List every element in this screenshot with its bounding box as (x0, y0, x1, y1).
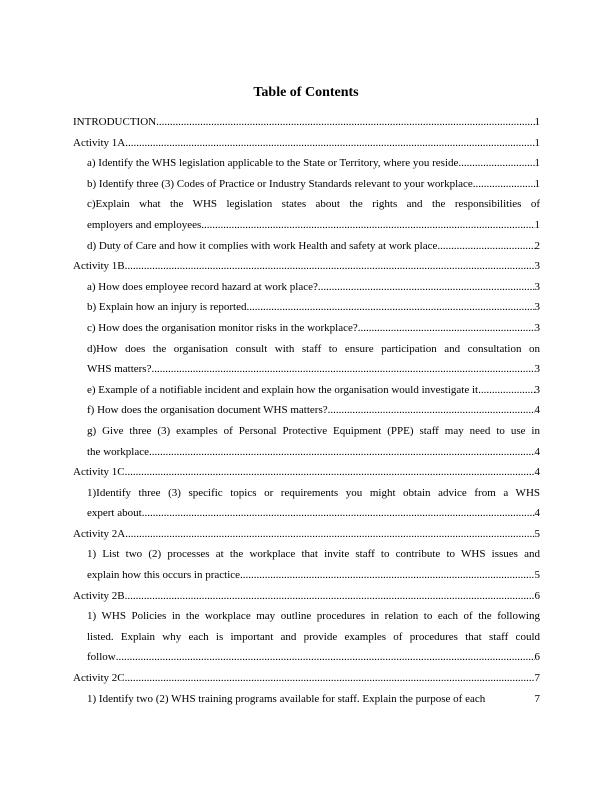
toc-section-entry[interactable] (73, 256, 540, 277)
toc-subsection-entry[interactable] (73, 483, 540, 524)
toc-page-number: 1 (534, 177, 540, 190)
toc-entry-text: expert about (87, 507, 142, 520)
dot-leader (116, 647, 535, 668)
dot-leader (328, 400, 535, 421)
toc-heading: Table of Contents (253, 85, 359, 100)
toc-entry-line (87, 442, 540, 463)
toc-entry-text: c) How does the organisation monitor risks in the workplace? (87, 321, 358, 334)
toc-entry-text: b) Identify three (3) Codes of Practice or Industry Standards relevant to your workplace (87, 177, 473, 190)
toc-subsection-entry[interactable] (73, 236, 540, 257)
toc-entry-text: explain how this occurs in practice (87, 569, 241, 582)
dot-leader (125, 256, 535, 277)
toc-entry-line (87, 606, 540, 627)
toc-entry-text: a) Identify the WHS legislation applicable to the State or Territory, where you reside. (87, 157, 462, 170)
toc-entry-text: Activity 2A (73, 527, 126, 540)
toc-page-number: 3 (534, 383, 540, 396)
dot-leader (318, 277, 535, 298)
dot-leader (437, 236, 534, 257)
toc-page-number: 1 (534, 218, 540, 231)
toc-section-entry[interactable] (73, 112, 540, 133)
dot-leader (142, 503, 535, 524)
toc-entry-line (87, 339, 540, 360)
dot-leader (125, 462, 535, 483)
toc-subsection-entry[interactable] (73, 318, 540, 339)
toc-entry-text: WHS matters? (87, 363, 152, 376)
dot-leader (125, 586, 535, 607)
toc-entry-line (87, 503, 540, 524)
dot-leader (149, 442, 535, 463)
toc-entry-text: the workplace (87, 445, 149, 458)
toc-entry-text: employers and employees (87, 218, 202, 231)
toc-page-number: 7 (534, 692, 540, 705)
toc-page-number: 1 (534, 116, 540, 128)
toc-page-number: 5 (534, 569, 540, 582)
dot-leader (201, 215, 534, 236)
toc-entry-text: c)Explain what the WHS legislation states about the rights and the responsibilities of (87, 198, 540, 211)
toc-page-number: 3 (534, 301, 540, 314)
toc-section-entry[interactable] (73, 586, 540, 607)
toc-page-number: 3 (534, 260, 540, 273)
toc-entry-line (87, 483, 540, 504)
toc-page-number: 2 (534, 239, 540, 252)
toc-page-number: 4 (534, 466, 540, 479)
dot-leader (358, 318, 535, 339)
table-of-contents (73, 112, 540, 709)
toc-page-number: 5 (534, 527, 540, 540)
toc-subsection-entry[interactable] (73, 544, 540, 585)
toc-subsection-entry[interactable] (73, 194, 540, 235)
toc-entry-text: d)How does the organisation consult with staff to ensure participation and consultation on (87, 342, 540, 355)
toc-entry-line (87, 544, 540, 565)
toc-section-entry[interactable] (73, 668, 540, 689)
toc-page-number: 1 (534, 157, 540, 170)
toc-page-number: 3 (534, 280, 540, 293)
toc-entry-text: 1) WHS Policies in the workplace may outline procedures in relation to each of the following (87, 610, 540, 623)
toc-section-entry[interactable] (73, 133, 540, 154)
toc-entry-line (87, 627, 540, 648)
toc-entry-text: b) Explain how an injury is reported (87, 301, 247, 314)
dot-leader (246, 297, 534, 318)
toc-page-number: 4 (534, 445, 540, 458)
toc-page-number: 6 (534, 589, 540, 602)
toc-page-number: 3 (534, 321, 540, 334)
toc-entry-text: e) Example of a notifiable incident and explain how the organisation would investigate it. (87, 383, 481, 396)
toc-entry-text: Activity 1A (73, 136, 126, 149)
toc-entry-text: a) How does employee record hazard at work place? (87, 280, 318, 293)
toc-subsection-entry[interactable] (73, 297, 540, 318)
toc-subsection-entry[interactable] (73, 421, 540, 462)
toc-entry-text: 1) List two (2) processes at the workplace that invite staff to contribute to WHS issues and (87, 548, 540, 561)
toc-page-number: 1 (534, 136, 540, 149)
dot-leader (481, 380, 535, 401)
toc-subsection-entry[interactable] (73, 380, 540, 401)
toc-subsection-entry[interactable] (73, 277, 540, 298)
toc-page-number: 6 (534, 651, 540, 664)
dot-leader (156, 112, 534, 133)
toc-section-entry[interactable] (73, 462, 540, 483)
toc-page-number: 4 (534, 507, 540, 520)
toc-subsection-entry[interactable] (73, 174, 540, 195)
toc-entry-line (87, 647, 540, 668)
dot-leader (473, 174, 535, 195)
toc-entry-text: 1)Identify three (3) specific topics or requirements you might obtain advice from a WHS (87, 486, 540, 499)
toc-entry-text: Activity 1C (73, 466, 125, 479)
toc-entry-text: d) Duty of Care and how it complies with work Health and safety at work place (87, 239, 438, 252)
toc-entry-line (87, 565, 540, 586)
toc-page-number: 7 (534, 672, 540, 685)
dot-leader (461, 153, 534, 174)
toc-entry-text: g) Give three (3) examples of Personal Protective Equipment (PPE) staff may need to use in (87, 424, 540, 437)
toc-subsection-entry[interactable] (73, 606, 540, 668)
toc-entry-text: listed. Explain why each is important and provide examples of procedures that staff could (87, 630, 540, 643)
toc-entry-line (87, 421, 540, 442)
toc-entry-text: follow (87, 651, 116, 664)
toc-subsection-entry[interactable] (73, 689, 540, 710)
toc-subsection-entry[interactable] (73, 153, 540, 174)
toc-entry-text: Activity 2C (73, 672, 125, 685)
toc-entry-text: Activity 1B (73, 260, 125, 273)
dot-leader (240, 565, 534, 586)
toc-entry-text: INTRODUCTION (73, 116, 157, 128)
toc-entry-text: 1) Identify two (2) WHS training programs available for staff. Explain the purpose of each (87, 692, 486, 705)
dot-leader (125, 133, 534, 154)
toc-page-number: 4 (534, 404, 540, 417)
toc-entry-line (87, 359, 540, 380)
toc-subsection-entry[interactable] (73, 400, 540, 421)
dot-leader (125, 524, 534, 545)
toc-section-entry[interactable] (73, 524, 540, 545)
toc-entry-line (87, 194, 540, 215)
toc-entry-line (87, 215, 540, 236)
toc-subsection-entry[interactable] (73, 339, 540, 380)
dot-leader (151, 359, 534, 380)
toc-entry-text: Activity 2B (73, 589, 125, 602)
toc-page-number: 3 (534, 363, 540, 376)
toc-entry-text: f) How does the organisation document WHS matters? (87, 404, 328, 417)
dot-leader (125, 668, 535, 689)
